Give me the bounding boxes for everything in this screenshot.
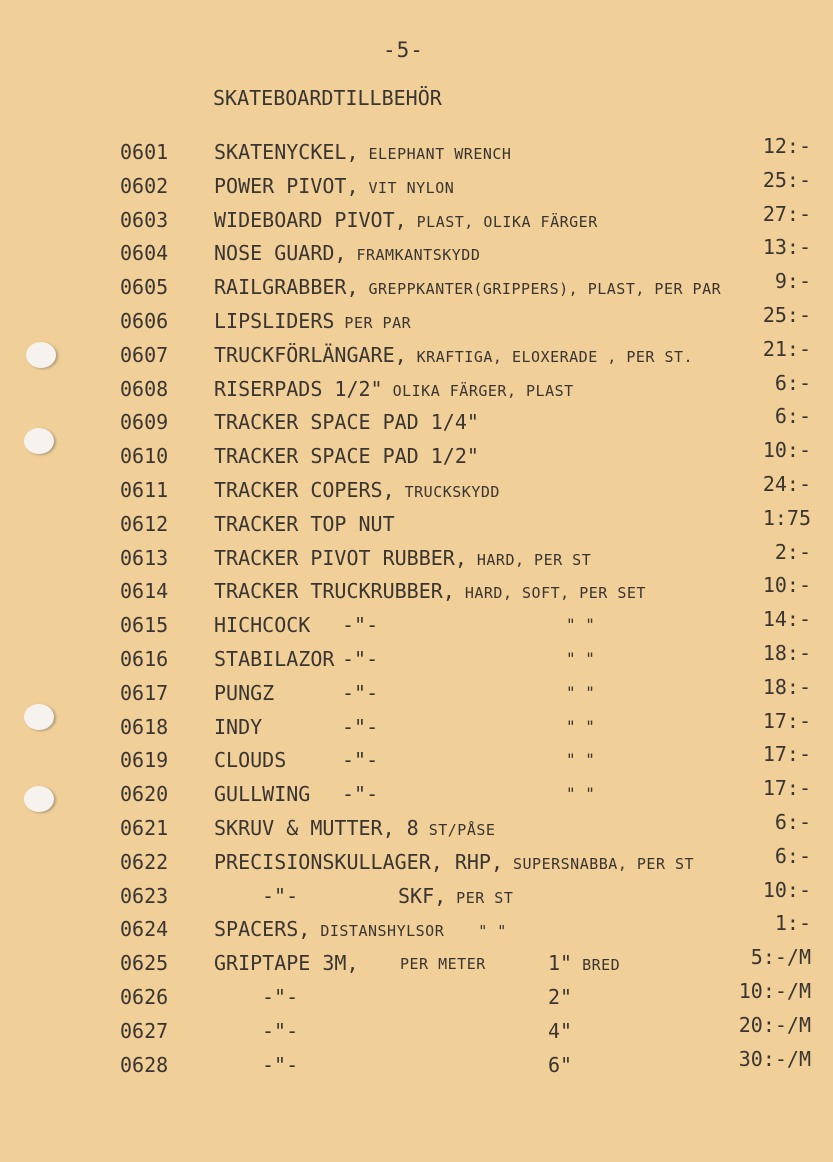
item-name: TRACKER SPACE PAD 1/4" bbox=[214, 410, 479, 435]
ditto-mark: " " bbox=[566, 716, 595, 736]
item-description bbox=[214, 174, 454, 198]
item-code: 0623 bbox=[120, 883, 169, 908]
width-value: 2" bbox=[548, 985, 573, 1009]
item-description bbox=[214, 985, 298, 1009]
item-code: 0603 bbox=[120, 207, 169, 232]
item-price: 30:-/M bbox=[738, 1046, 811, 1071]
item-price: 17:- bbox=[762, 776, 811, 801]
item-note: KRAFTIGA, ELOXERADE , PER ST. bbox=[416, 347, 694, 366]
item-note: PLAST, OLIKA FÄRGER bbox=[416, 212, 598, 231]
list-item bbox=[0, 201, 833, 238]
item-price: 14:- bbox=[762, 607, 811, 632]
item-name: POWER PIVOT, bbox=[214, 173, 359, 198]
item-code: 0610 bbox=[120, 444, 169, 469]
binder-hole bbox=[26, 342, 56, 368]
item-code: 0618 bbox=[120, 714, 169, 739]
list-item bbox=[0, 235, 833, 271]
item-code: 0608 bbox=[120, 376, 169, 401]
ditto-mark: -"- bbox=[262, 1052, 299, 1077]
item-description bbox=[214, 647, 379, 671]
list-item bbox=[0, 336, 833, 373]
width-value: 1" bbox=[548, 951, 573, 976]
item-description bbox=[214, 816, 495, 840]
list-item bbox=[0, 438, 833, 474]
item-brand bbox=[398, 884, 513, 908]
ditto-mark: -"- bbox=[262, 883, 299, 908]
list-item bbox=[0, 674, 833, 711]
item-name: NOSE GUARD, bbox=[214, 241, 347, 266]
item-note: DISTANSHYLSOR bbox=[320, 922, 445, 941]
item-note: GREPPKANTER(GRIPPERS), PLAST, PER PAR bbox=[368, 280, 722, 299]
item-code: 0611 bbox=[120, 478, 169, 502]
list-item bbox=[0, 945, 833, 981]
item-code: 0612 bbox=[120, 511, 169, 536]
item-price: 12:- bbox=[762, 134, 811, 158]
item-description bbox=[214, 546, 591, 570]
item-code: 0616 bbox=[120, 647, 169, 671]
item-name: RISERPADS 1/2" bbox=[214, 376, 383, 401]
item-price: 1:75 bbox=[762, 505, 811, 530]
item-note: HARD, PER ST bbox=[476, 550, 592, 569]
item-price: 9:- bbox=[774, 269, 811, 294]
item-description bbox=[214, 275, 721, 299]
item-note: OLIKA FÄRGER, PLAST bbox=[392, 381, 574, 400]
brand-name: SKF, bbox=[398, 883, 447, 908]
item-note: FRAMKANTSKYDD bbox=[356, 246, 481, 265]
item-description bbox=[214, 1019, 298, 1043]
item-name: PUNGZ bbox=[214, 680, 275, 705]
item-note: TRUCKSKYDD bbox=[404, 483, 500, 501]
ditto-mark: " " bbox=[566, 649, 595, 668]
ditto-mark: -"- bbox=[342, 680, 379, 705]
item-code: 0628 bbox=[120, 1052, 169, 1077]
item-code: 0613 bbox=[120, 545, 169, 570]
list-item bbox=[0, 911, 833, 947]
item-name: STABILAZOR bbox=[214, 647, 335, 671]
ditto-mark: -"- bbox=[262, 1018, 299, 1043]
item-name: PRECISIONSKULLAGER, RHP, bbox=[214, 849, 503, 874]
item-description bbox=[214, 1053, 298, 1077]
ditto-mark: -"- bbox=[342, 714, 379, 739]
item-description bbox=[214, 884, 298, 908]
list-item bbox=[0, 708, 833, 745]
item-description bbox=[214, 140, 511, 164]
item-price: 6:- bbox=[774, 370, 811, 395]
item-name: RAILGRABBER, bbox=[214, 275, 359, 300]
item-code: 0602 bbox=[120, 173, 169, 198]
item-note: PER ST bbox=[456, 888, 514, 907]
item-price: 17:- bbox=[762, 708, 811, 733]
item-description bbox=[214, 478, 500, 502]
item-description bbox=[214, 241, 480, 265]
item-note: SUPERSNABBA, PER ST bbox=[512, 854, 695, 873]
item-description bbox=[214, 512, 395, 536]
item-price: 10:- bbox=[762, 877, 811, 902]
item-code: 0619 bbox=[120, 748, 169, 773]
item-price: 24:- bbox=[762, 472, 811, 496]
item-name: GRIPTAPE 3M, bbox=[214, 951, 359, 976]
list-item bbox=[0, 979, 833, 1015]
item-name: TRACKER PIVOT RUBBER, bbox=[214, 545, 467, 570]
list-item bbox=[0, 370, 833, 407]
item-code: 0607 bbox=[120, 342, 169, 367]
item-description bbox=[214, 343, 693, 367]
list-item bbox=[0, 877, 833, 914]
item-name: TRACKER TOP NUT bbox=[214, 511, 395, 536]
item-price: 25:- bbox=[762, 167, 811, 192]
binder-hole bbox=[24, 704, 54, 730]
item-description bbox=[214, 917, 507, 941]
page-title: SKATEBOARDTILLBEHÖR bbox=[213, 86, 442, 110]
item-price: 25:- bbox=[762, 303, 811, 327]
item-code: 0622 bbox=[120, 849, 169, 874]
ditto-mark: " " bbox=[478, 922, 507, 941]
item-name: SKRUV & MUTTER, 8 bbox=[214, 816, 419, 840]
item-price: 18:- bbox=[762, 674, 811, 699]
item-code: 0620 bbox=[120, 782, 169, 807]
list-item bbox=[0, 539, 833, 576]
item-code: 0624 bbox=[120, 917, 169, 942]
item-price: 5:-/M bbox=[750, 945, 811, 970]
item-price: 27:- bbox=[762, 201, 811, 226]
item-price: 10:- bbox=[762, 438, 811, 463]
item-code: 0601 bbox=[120, 140, 169, 164]
item-name: SKATENYCKEL, bbox=[214, 140, 359, 164]
item-description bbox=[214, 208, 598, 232]
list-item bbox=[0, 776, 833, 812]
list-item bbox=[0, 134, 833, 170]
ditto-mark: " " bbox=[566, 784, 595, 804]
item-code: 0609 bbox=[120, 410, 169, 435]
item-name: GULLWING bbox=[214, 782, 311, 807]
item-name: TRACKER TRUCKRUBBER, bbox=[214, 579, 455, 604]
list-item bbox=[0, 607, 833, 643]
item-name: TRACKER COPERS, bbox=[214, 478, 395, 502]
list-item bbox=[0, 810, 833, 846]
ditto-mark: -"- bbox=[262, 985, 299, 1009]
item-description bbox=[214, 377, 574, 401]
item-name: SPACERS, bbox=[214, 917, 311, 942]
tape-width bbox=[548, 1019, 572, 1043]
item-description bbox=[214, 309, 411, 333]
item-description bbox=[214, 410, 479, 434]
item-note: VIT NYLON bbox=[368, 178, 455, 197]
item-price: 1:- bbox=[774, 911, 811, 936]
item-note: HARD, SOFT, PER SET bbox=[464, 584, 646, 603]
item-note: PER PAR bbox=[344, 314, 412, 332]
item-code: 0625 bbox=[120, 951, 169, 976]
ditto-mark: " " bbox=[566, 750, 595, 770]
ditto-mark: -"- bbox=[342, 748, 379, 773]
item-description bbox=[214, 782, 379, 807]
item-code: 0627 bbox=[120, 1018, 169, 1043]
item-code: 0614 bbox=[120, 579, 169, 604]
ditto-mark: -"- bbox=[342, 613, 379, 638]
list-item bbox=[0, 303, 833, 339]
binder-hole bbox=[24, 428, 54, 454]
item-code: 0617 bbox=[120, 680, 169, 705]
item-price: 6:- bbox=[774, 810, 811, 834]
list-item bbox=[0, 404, 833, 440]
list-item bbox=[0, 472, 833, 508]
list-item bbox=[0, 573, 833, 609]
width-note: BRED bbox=[582, 956, 621, 975]
item-price: 21:- bbox=[762, 336, 811, 361]
ditto-mark: -"- bbox=[342, 647, 379, 671]
item-code: 0604 bbox=[120, 241, 169, 266]
item-code: 0621 bbox=[120, 816, 169, 840]
item-name: TRUCKFÖRLÄNGARE, bbox=[214, 342, 407, 367]
list-item bbox=[0, 505, 833, 542]
item-price: 2:- bbox=[774, 539, 811, 564]
tape-width bbox=[548, 985, 572, 1009]
width-value: 6" bbox=[548, 1052, 573, 1077]
item-price: 13:- bbox=[762, 235, 811, 260]
page-number: -5- bbox=[383, 38, 424, 62]
item-description bbox=[214, 613, 379, 638]
item-name: INDY bbox=[214, 714, 263, 739]
item-name: WIDEBOARD PIVOT, bbox=[214, 207, 407, 232]
item-name: HICHCOCK bbox=[214, 613, 311, 638]
list-item bbox=[0, 843, 833, 880]
item-name: LIPSLIDERS bbox=[214, 309, 335, 333]
item-description bbox=[214, 951, 486, 976]
item-description bbox=[214, 579, 646, 603]
ditto-mark: " " bbox=[566, 682, 595, 702]
item-description bbox=[214, 680, 379, 705]
item-price: 6:- bbox=[774, 404, 811, 429]
item-name: TRACKER SPACE PAD 1/2" bbox=[214, 444, 479, 469]
item-price: 17:- bbox=[762, 742, 811, 767]
ditto-mark: " " bbox=[566, 615, 595, 635]
list-item bbox=[0, 167, 833, 204]
binder-hole bbox=[24, 786, 54, 812]
item-description bbox=[214, 444, 479, 468]
item-code: 0606 bbox=[120, 309, 169, 333]
item-description bbox=[214, 748, 379, 773]
tape-width bbox=[548, 951, 620, 975]
tape-width bbox=[548, 1053, 572, 1077]
item-name: CLOUDS bbox=[214, 748, 287, 773]
item-description bbox=[214, 714, 379, 739]
item-price: 20:-/M bbox=[738, 1012, 811, 1037]
item-note: ST/PÅSE bbox=[428, 821, 496, 839]
item-code: 0605 bbox=[120, 275, 169, 300]
item-price: 10:- bbox=[762, 573, 811, 598]
item-code: 0615 bbox=[120, 613, 169, 638]
item-note: ELEPHANT WRENCH bbox=[368, 145, 512, 163]
list-item bbox=[0, 1046, 833, 1083]
list-item bbox=[0, 641, 833, 677]
list-item bbox=[0, 269, 833, 305]
list-item bbox=[0, 1012, 833, 1049]
item-price: 10:-/M bbox=[738, 979, 811, 1003]
item-price: 18:- bbox=[762, 641, 811, 665]
list-item bbox=[0, 742, 833, 778]
ditto-mark: -"- bbox=[342, 782, 379, 807]
item-description bbox=[214, 850, 694, 874]
item-note: PER METER bbox=[400, 955, 486, 974]
item-price: 6:- bbox=[774, 843, 811, 868]
width-value: 4" bbox=[548, 1018, 573, 1043]
item-code: 0626 bbox=[120, 985, 169, 1009]
